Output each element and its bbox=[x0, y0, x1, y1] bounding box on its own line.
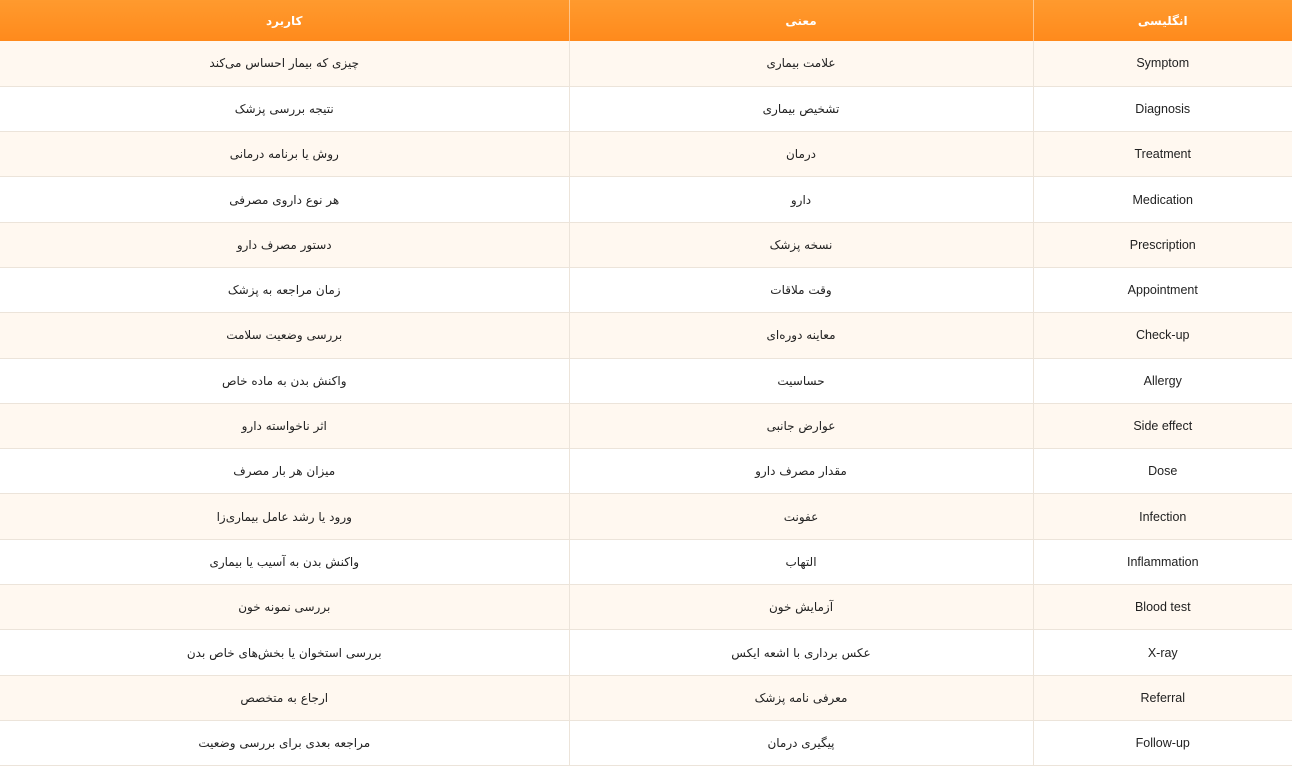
cell-english: Dose bbox=[1033, 449, 1292, 494]
table-row bbox=[0, 720, 1292, 765]
cell-meaning: پیگیری درمان bbox=[569, 720, 1033, 765]
cell-usage: ارجاع به متخصص bbox=[0, 675, 569, 720]
cell-usage: نتیجه بررسی پزشک bbox=[0, 86, 569, 131]
table-row bbox=[0, 41, 1292, 86]
cell-meaning: درمان bbox=[569, 132, 1033, 177]
table-row bbox=[0, 539, 1292, 584]
cell-usage: دستور مصرف دارو bbox=[0, 222, 569, 267]
cell-meaning: دارو bbox=[569, 177, 1033, 222]
cell-meaning: عکس برداری با اشعه ایکس bbox=[569, 630, 1033, 675]
cell-meaning: معاینه دوره‌ای bbox=[569, 313, 1033, 358]
cell-meaning: معرفی نامه پزشک bbox=[569, 675, 1033, 720]
header-row bbox=[0, 0, 1292, 41]
cell-meaning: حساسیت bbox=[569, 358, 1033, 403]
cell-usage: بررسی نمونه خون bbox=[0, 585, 569, 630]
cell-english: Side effect bbox=[1033, 403, 1292, 448]
cell-english: Prescription bbox=[1033, 222, 1292, 267]
cell-meaning: آزمایش خون bbox=[569, 585, 1033, 630]
cell-meaning: مقدار مصرف دارو bbox=[569, 449, 1033, 494]
table-header bbox=[0, 0, 1292, 41]
table-row bbox=[0, 177, 1292, 222]
cell-english: Follow-up bbox=[1033, 720, 1292, 765]
cell-meaning: تشخیص بیماری bbox=[569, 86, 1033, 131]
cell-usage: میزان هر بار مصرف bbox=[0, 449, 569, 494]
table-row bbox=[0, 132, 1292, 177]
cell-english: Medication bbox=[1033, 177, 1292, 222]
header-english: انگلیسی bbox=[1033, 0, 1292, 41]
header-meaning: معنی bbox=[569, 0, 1033, 41]
cell-english: X-ray bbox=[1033, 630, 1292, 675]
cell-meaning: علامت بیماری bbox=[569, 41, 1033, 86]
table-row bbox=[0, 585, 1292, 630]
table-body bbox=[0, 41, 1292, 766]
cell-usage: مراجعه بعدی برای بررسی وضعیت bbox=[0, 720, 569, 765]
cell-usage: بررسی وضعیت سلامت bbox=[0, 313, 569, 358]
cell-meaning: عوارض جانبی bbox=[569, 403, 1033, 448]
cell-english: Referral bbox=[1033, 675, 1292, 720]
cell-usage: بررسی استخوان یا بخش‌های خاص بدن bbox=[0, 630, 569, 675]
cell-english: Diagnosis bbox=[1033, 86, 1292, 131]
cell-usage: اثر ناخواسته دارو bbox=[0, 403, 569, 448]
cell-meaning: نسخه پزشک bbox=[569, 222, 1033, 267]
table-row bbox=[0, 358, 1292, 403]
cell-usage: واکنش بدن به ماده خاص bbox=[0, 358, 569, 403]
table-row bbox=[0, 403, 1292, 448]
table-row bbox=[0, 449, 1292, 494]
table-row bbox=[0, 494, 1292, 539]
cell-usage: چیزی که بیمار احساس می‌کند bbox=[0, 41, 569, 86]
cell-usage: زمان مراجعه به پزشک bbox=[0, 267, 569, 312]
cell-english: Symptom bbox=[1033, 41, 1292, 86]
cell-english: Appointment bbox=[1033, 267, 1292, 312]
cell-english: Blood test bbox=[1033, 585, 1292, 630]
table-row bbox=[0, 630, 1292, 675]
cell-usage: هر نوع داروی مصرفی bbox=[0, 177, 569, 222]
table-row bbox=[0, 86, 1292, 131]
cell-usage: ورود یا رشد عامل بیماری‌زا bbox=[0, 494, 569, 539]
cell-english: Check-up bbox=[1033, 313, 1292, 358]
cell-meaning: وقت ملاقات bbox=[569, 267, 1033, 312]
table-row bbox=[0, 222, 1292, 267]
table-row bbox=[0, 313, 1292, 358]
header-usage: کاربرد bbox=[0, 0, 569, 41]
table-row bbox=[0, 675, 1292, 720]
cell-english: Inflammation bbox=[1033, 539, 1292, 584]
cell-meaning: عفونت bbox=[569, 494, 1033, 539]
cell-english: Infection bbox=[1033, 494, 1292, 539]
cell-usage: روش یا برنامه درمانی bbox=[0, 132, 569, 177]
cell-english: Allergy bbox=[1033, 358, 1292, 403]
table-row bbox=[0, 267, 1292, 312]
cell-meaning: التهاب bbox=[569, 539, 1033, 584]
cell-english: Treatment bbox=[1033, 132, 1292, 177]
cell-usage: واکنش بدن به آسیب یا بیماری bbox=[0, 539, 569, 584]
